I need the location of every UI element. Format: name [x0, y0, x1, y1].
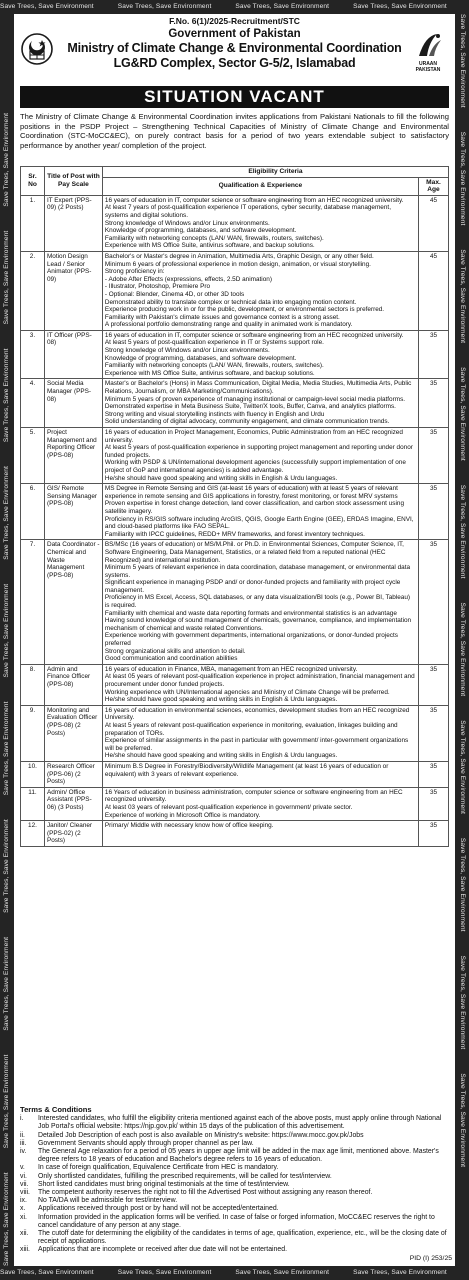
- row-max-age: 45: [419, 251, 449, 330]
- border-slogan: Save Trees, Save Environment: [459, 367, 466, 461]
- qualification-line: 16 years of education in Finance, MBA, management from an HEC recognized university.: [104, 665, 358, 673]
- border-slogan: Save Trees, Save Environment: [235, 3, 330, 10]
- border-slogan: Save Trees, Save Environment: [3, 701, 10, 796]
- term-number: iii.: [20, 1139, 27, 1147]
- border-right: [455, 14, 469, 1266]
- terms-heading: Terms & Conditions: [20, 1105, 92, 1114]
- term-item: [20, 1197, 449, 1205]
- row-max-age: 35: [419, 428, 449, 484]
- border-slogan: Save Trees, Save Environment: [459, 602, 466, 697]
- row-post-title: GIS/ Remote Sensing Manager (PPS-08): [44, 484, 102, 540]
- row-sr-no: 7.: [21, 540, 45, 665]
- qualification-line: Proficiency in RS/GIS software including ArcGIS, QGIS, Google Earth Engine (GEE), ERDAS Imagine, ENVI, and cloud-based platforms like FAO SEPAL.: [104, 515, 414, 531]
- row-qualification: [102, 540, 418, 665]
- border-slogan: Save Trees, Save Environment: [3, 348, 10, 443]
- row-qualification: [102, 705, 418, 761]
- term-item: [20, 1173, 449, 1181]
- term-item: [20, 1205, 449, 1213]
- qualification-line: At least 03 years of relevant post-qualification experience in government/ private sector.: [104, 803, 353, 811]
- term-number: xi.: [20, 1213, 27, 1221]
- border-slogan: Save Trees, Save Environment: [459, 131, 466, 226]
- header: [14, 14, 455, 88]
- term-text: Interested candidates, who fulfill the eligibility criteria mentioned against each of the above posts, must apply online through National Job Portal's official website: https://njp.gov.pk/ within 15 days of the publication of this advertisement.: [38, 1115, 442, 1131]
- qualification-line: 16 Years of education in business administration, computer science or software engineering from an HEC recognized university.: [104, 788, 403, 804]
- row-post-title: Janitor/ Cleaner (PPS-02) (2 Posts): [44, 821, 102, 847]
- border-bottom: [0, 1266, 469, 1280]
- border-slogan: Save Trees, Save Environment: [353, 3, 447, 10]
- border-slogan: Save Trees, Save Environment: [3, 1172, 10, 1266]
- table-row: [21, 428, 449, 484]
- qualification-line: Proficiency in MS Excel, Access, SQL databases, or any data visualization/BI tools (e.g., Power BI, Tableau) is required.: [104, 594, 411, 610]
- row-max-age: 45: [419, 195, 449, 251]
- border-slogan: Save Trees, Save Environment: [117, 1269, 212, 1276]
- term-item: [20, 1230, 449, 1246]
- row-qualification: [102, 664, 418, 705]
- qualification-line: Knowledge of programming, databases, and software development.: [104, 227, 297, 235]
- row-sr-no: 3.: [21, 330, 45, 379]
- qualification-line: Primary/ Middle with necessary know how of office keeping.: [104, 822, 274, 830]
- term-number: vi.: [20, 1172, 27, 1180]
- border-slogan: Save Trees, Save Environment: [117, 3, 212, 10]
- qualification-line: At least 5 years of post-qualification experience in IT or Systems support role.: [104, 339, 324, 347]
- header-post-title: Title of Post with Pay Scale: [44, 167, 102, 196]
- border-left: [0, 14, 14, 1266]
- border-slogan: Save Trees, Save Environment: [3, 230, 10, 325]
- term-text: Short listed candidates must bring original testimonials at the time of test/interview.: [38, 1180, 290, 1188]
- qualification-line: Strong proficiency in:: [104, 268, 165, 276]
- term-number: ii.: [20, 1131, 25, 1139]
- row-max-age: 35: [419, 705, 449, 761]
- row-sr-no: 8.: [21, 664, 45, 705]
- qualification-line: 16 years of education in Project Management, Economics, Public Administration from an HEC recognized university.: [104, 429, 403, 444]
- row-max-age: 35: [419, 761, 449, 787]
- qualification-line: 16 years of education in IT, computer science or software engineering from an HEC recognized university.: [104, 331, 404, 339]
- term-number: viii.: [20, 1189, 30, 1197]
- table-row: [21, 705, 449, 761]
- term-number: vii.: [20, 1180, 29, 1188]
- table-row: [21, 195, 449, 251]
- border-slogan: Save Trees, Save Environment: [3, 466, 10, 560]
- qualification-line: Familiarity with chemical and waste data reporting formats and environmental statistics is an advantage: [104, 609, 397, 617]
- qualification-line: Strong knowledge of Windows and/or Linux environments.: [104, 219, 270, 227]
- row-post-title: Data Coordinator - Chemical and Waste Management (PPS-08): [44, 540, 102, 665]
- row-post-title: Admin/ Office Assistant (PPS-06) (3 Posts): [44, 787, 102, 820]
- qualification-line: Experience producing work in or for the public, development, or environmental sectors is preferred.: [104, 306, 385, 314]
- positions-table: [20, 166, 449, 847]
- term-number: v.: [20, 1164, 25, 1172]
- border-top: [0, 0, 469, 14]
- term-text: The General Age relaxation for a period of 05 years in upper age limit will be added in the max age limit, mentioned above. Master's degree refers to 18 years of education and Bachelor's degree refers to 16 years of education.: [38, 1148, 439, 1164]
- advertisement-page: [14, 14, 455, 1266]
- term-item: [20, 1115, 449, 1131]
- pid-number: PID (I) 253/25: [409, 1255, 452, 1262]
- term-item: [20, 1140, 449, 1148]
- border-slogan: Save Trees, Save Environment: [235, 1269, 330, 1276]
- qualification-line: Working experience with UN/International agencies and Ministry of Climate Change will be preferred.: [104, 688, 390, 696]
- table-row: [21, 330, 449, 379]
- term-text: In case of foreign qualification, Equivalence Certificate from HEC is mandatory.: [38, 1164, 279, 1172]
- term-number: xii.: [20, 1230, 29, 1238]
- table-row: [21, 761, 449, 787]
- uraan-logo-text: URAAN PAKISTAN: [415, 61, 441, 73]
- border-slogan: Save Trees, Save Environment: [459, 955, 466, 1050]
- term-text: Information provided in the application forms will be verified. In case of false or forged information, MoCC&EC reserves the right to cancel candidature of any person at any stage.: [38, 1213, 435, 1229]
- border-slogan: Save Trees, Save Environment: [459, 14, 466, 108]
- row-qualification: [102, 761, 418, 787]
- qualification-line: Demonstrated ability to translate complex or technical data into engaging motion content.: [104, 298, 357, 306]
- border-slogan: Save Trees, Save Environment: [3, 1054, 10, 1149]
- table-row: [21, 821, 449, 847]
- term-number: iv.: [20, 1148, 27, 1156]
- qualification-line: Strong writing and visual storytelling instincts with fluency in English and Urdu: [104, 410, 325, 418]
- header-max-age: Max. Age: [419, 177, 449, 195]
- term-item: [20, 1181, 449, 1189]
- qualification-line: At least 7 years of post-qualification experience IT operations, cyber security, database management, systems and digital solutions.: [104, 204, 391, 219]
- border-slogan: Save Trees, Save Environment: [0, 1269, 94, 1276]
- border-slogan: Save Trees, Save Environment: [459, 484, 466, 579]
- qualification-line: Master's or Bachelor's (Hons) in Mass Communication, Digital Media, Media Studies, Multimedia Arts, Public Relations, Journalism, or MBA Marketing/Communications).: [104, 380, 412, 396]
- ministry-title: Ministry of Climate Change & Environmental Coordination: [67, 41, 402, 55]
- term-text: Applications received through post or by hand will not be accepted/entertained.: [38, 1205, 279, 1213]
- row-qualification: [102, 251, 418, 330]
- row-max-age: 35: [419, 540, 449, 665]
- row-post-title: IT Officer (PPS-08): [44, 330, 102, 379]
- qualification-line: Familiarity with networking concepts (LAN/ WAN, firewalls, routers, switches).: [104, 362, 324, 370]
- row-post-title: Project Management and Reporting Officer (PPS-08): [44, 428, 102, 484]
- border-slogan: Save Trees, Save Environment: [3, 936, 10, 1031]
- government-title: Government of Pakistan: [168, 28, 301, 40]
- qualification-line: Familiarity with networking concepts (LAN/ WAN, firewalls, routers, switches).: [104, 234, 324, 242]
- row-post-title: IT Expert (PPS-09) (2 Posts): [44, 195, 102, 251]
- border-slogan: Save Trees, Save Environment: [3, 583, 10, 678]
- qualification-line: Familiarity with IPCC guidelines, REDD+ MRV frameworks, and forest inventory techniques.: [104, 530, 365, 538]
- qualification-line: At least 5 years of post-qualification experience in supporting project management and reporting under donor funded projects.: [104, 444, 413, 459]
- intro-paragraph: The Ministry of Climate Change & Environmental Coordination invites applications from Pakistani Nationals to fill the following positions in the PSDP Project – Strengthening Technical Capacities of Ministry of Climate Change and Environmental Coordination (STC-MoCC&EC), on purely contract basis for a period of two years extendable subject to satisfactory performance by another year/ completion of the project.: [20, 112, 449, 150]
- row-sr-no: 6.: [21, 484, 45, 540]
- qualification-line: Experience of working in Microsoft Office is mandatory.: [104, 811, 261, 819]
- qualification-line: 16 years of education in environmental sciences, economics, development studies from an HEC recognized University.: [104, 706, 410, 722]
- term-item: [20, 1246, 449, 1254]
- border-slogan: Save Trees, Save Environment: [3, 819, 10, 913]
- row-qualification: [102, 787, 418, 820]
- row-sr-no: 11.: [21, 787, 45, 820]
- term-item: [20, 1164, 449, 1172]
- row-max-age: 35: [419, 787, 449, 820]
- qualification-line: Having sound knowledge of sound management of chemicals, governance, compliance, and implementation mechanism of chemical and waste related Conventions.: [104, 617, 412, 632]
- term-text: Detailed Job Description of each post is also available on Ministry's website: https://www.mocc.gov.pk/Jobs: [38, 1131, 364, 1139]
- qualification-line: He/she should have good speaking and writing skills in English & Urdu languages.: [104, 752, 338, 760]
- table-row: [21, 787, 449, 820]
- qualification-line: Solid understanding of digital advocacy, community engagement, and climate communication trends.: [104, 418, 390, 426]
- term-text: Only shortlisted candidates, fulfilling the prescribed requirements, will be called for test/interview.: [38, 1172, 332, 1180]
- border-slogan: Save Trees, Save Environment: [459, 1073, 466, 1168]
- qualification-line: He/she should have good speaking and writing skills in English & Urdu languages.: [104, 474, 338, 482]
- row-max-age: 35: [419, 664, 449, 705]
- row-sr-no: 2.: [21, 251, 45, 330]
- qualification-line: Familiarity with Pakistan's climate issues and governance context is a strong asset.: [104, 313, 340, 321]
- border-slogan: Save Trees, Save Environment: [459, 720, 466, 814]
- row-post-title: Research Officer (PPS-06) (2 Posts): [44, 761, 102, 787]
- qualification-line: - Optional: Blender, Cinema 4D, or other 3D tools: [104, 290, 245, 298]
- border-slogan: Save Trees, Save Environment: [0, 3, 94, 10]
- table-row: [21, 540, 449, 665]
- qualification-line: Strong organizational skills and attention to detail.: [104, 647, 246, 655]
- row-sr-no: 1.: [21, 195, 45, 251]
- qualification-line: Minimum 5 years of relevant experience in data coordination, database management, or environmental data systems.: [104, 564, 411, 579]
- qualification-line: Strong knowledge of Windows and/or Linux environments.: [104, 347, 270, 355]
- term-item: [20, 1189, 449, 1197]
- header-qualification: Qualification & Experience: [102, 177, 418, 195]
- row-qualification: [102, 484, 418, 540]
- row-sr-no: 12.: [21, 821, 45, 847]
- row-post-title: Motion Design Lead / Senior Animator (PPS-09): [44, 251, 102, 330]
- qualification-line: Good communication and coordination abilities: [104, 655, 238, 663]
- qualification-line: At least 05 years of relevant post-qualification experience in project administration, financial management and procurement under donor funded projects.: [104, 673, 415, 688]
- term-text: Applications that are incomplete or received after due date will not be entertained.: [38, 1246, 287, 1254]
- border-slogan: Save Trees, Save Environment: [459, 837, 466, 932]
- uraan-pakistan-logo: [407, 30, 449, 74]
- row-post-title: Monitoring and Evaluation Officer (PPS-08) (2 Posts): [44, 705, 102, 761]
- term-item: [20, 1132, 449, 1140]
- file-number: F.No. 6(1)/2025-Recruitment/STC: [169, 16, 300, 26]
- qualification-line: Significant experience in managing PSDP and/ or donor-funded projects and familiarity with project cycle management.: [104, 579, 401, 594]
- qualification-line: Minimum B.S Degree in Forestry/Biodiversity/Wildlife Management (at least 16 years of education or equivalent) with 3 years of relevant experience.: [104, 762, 389, 778]
- table-row: [21, 379, 449, 428]
- qualification-line: A professional portfolio demonstrating range and quality in animated work is mandatory.: [104, 321, 353, 329]
- row-sr-no: 5.: [21, 428, 45, 484]
- qualification-line: Minimum 5 years of proven experience of managing institutional or campaign-level social media platforms.: [104, 395, 406, 403]
- qualification-line: BS/MSc (16 years of education) or MS/M.Phil. or Ph.D. in Environmental Sciences, Computer Science, IT, Software Engineering, Data Management, Statistics, or a related field from a reputed national (HEC Recognized) and international institution.: [104, 541, 404, 564]
- situation-vacant-banner: SITUATION VACANT: [20, 86, 449, 108]
- qualification-line: Proven expertise in forest change detection, land cover classification, and carbon stock assessment using satellite imagery.: [104, 500, 404, 515]
- row-sr-no: 4.: [21, 379, 45, 428]
- table-row: [21, 251, 449, 330]
- row-qualification: [102, 195, 418, 251]
- qualification-line: MS Degree in Remote Sensing and GIS (at-least 16 years of education) with at least 5 years of relevant experience in remote sensing and GIS applications in forestry, forest monitoring, or forest MRV systems: [104, 485, 398, 500]
- term-text: The cutoff date for determining the eligibility of the candidates in terms of age, qualification, experience, etc., will be the closing date of receipt of applications.: [38, 1230, 447, 1246]
- border-slogan: Save Trees, Save Environment: [3, 112, 10, 207]
- term-number: x.: [20, 1205, 26, 1213]
- qualification-line: Demonstrated expertise in Meta Business Suite, Twitter/X tools, Buffer, Canva, and analytics platforms.: [104, 403, 396, 411]
- row-sr-no: 10.: [21, 761, 45, 787]
- term-number: ix.: [20, 1197, 27, 1205]
- qualification-line: Minimum 6 years of professional experience in motion design, animation, or visual storytelling.: [104, 260, 371, 268]
- term-text: No TA/DA will be admissible for test/interview.: [38, 1197, 178, 1205]
- qualification-line: Experience with MS Office Suite, antivirus software, and backup solutions.: [104, 369, 315, 377]
- term-text: The competent authority reserves the right not to fill the Advertised Post without assigning any reason thereof.: [38, 1189, 373, 1197]
- row-post-title: Social Media Manager (PPS-08): [44, 379, 102, 428]
- qualification-line: Experience with MS Office Suite, antivirus software, and backup solutions.: [104, 242, 315, 250]
- row-qualification: [102, 428, 418, 484]
- qualification-line: Experience working with government departments, international organizations, or donor-funded projects preferred: [104, 632, 398, 648]
- term-number: xiii.: [20, 1246, 30, 1254]
- qualification-line: He/she should have good speaking and writing skills in English & Urdu languages.: [104, 696, 338, 704]
- row-max-age: 35: [419, 330, 449, 379]
- row-qualification: [102, 379, 418, 428]
- qualification-line: - Illustrator, Photoshop, Premiere Pro: [104, 283, 211, 291]
- row-qualification: [102, 330, 418, 379]
- border-slogan: Save Trees, Save Environment: [459, 249, 466, 344]
- row-post-title: Admin and Finance Officer (PPS-08): [44, 664, 102, 705]
- qualification-line: Knowledge of programming, databases, and software development.: [104, 354, 297, 362]
- border-slogan: Save Trees, Save Environment: [353, 1269, 447, 1276]
- term-number: i.: [20, 1115, 24, 1123]
- header-eligibility: Eligibility Criteria: [102, 167, 448, 178]
- qualification-line: At least 5 years of relevant post-qualification experience in monitoring, evaluation, linkages building and preparation of TORs.: [104, 721, 398, 737]
- table-row: [21, 664, 449, 705]
- table-header-row: [21, 167, 449, 178]
- term-item: [20, 1148, 449, 1164]
- header-sr-no: Sr. No: [21, 167, 45, 196]
- row-max-age: 35: [419, 379, 449, 428]
- row-qualification: [102, 821, 418, 847]
- term-item: [20, 1214, 449, 1230]
- ministry-address: LG&RD Complex, Sector G-5/2, Islamabad: [113, 56, 356, 70]
- qualification-line: Working with PSDP & UN/international development agencies (successfully support implementation of one project of GoP and international agencies) is added advantage.: [104, 459, 406, 474]
- uraan-logo-icon: [407, 30, 449, 60]
- qualification-line: - Adobe After Effects (expressions, effects, 2.5D animation): [104, 275, 272, 283]
- row-sr-no: 9.: [21, 705, 45, 761]
- qualification-line: 16 years of education in IT, computer science or software engineering from an HEC recognized university.: [104, 196, 404, 204]
- row-max-age: 35: [419, 821, 449, 847]
- table-row: [21, 484, 449, 540]
- qualification-line: Experience of similar assignments in the past in particular with government/ inter-government organizations will be preferred.: [104, 737, 409, 752]
- terms-and-conditions: [20, 1106, 449, 1255]
- qualification-line: Bachelor's or Master's degree in Animation, Multimedia Arts, Graphic Design, or any other field.: [104, 252, 374, 260]
- term-text: Government Servants should apply through proper channel as per law.: [38, 1139, 254, 1147]
- row-max-age: 35: [419, 484, 449, 540]
